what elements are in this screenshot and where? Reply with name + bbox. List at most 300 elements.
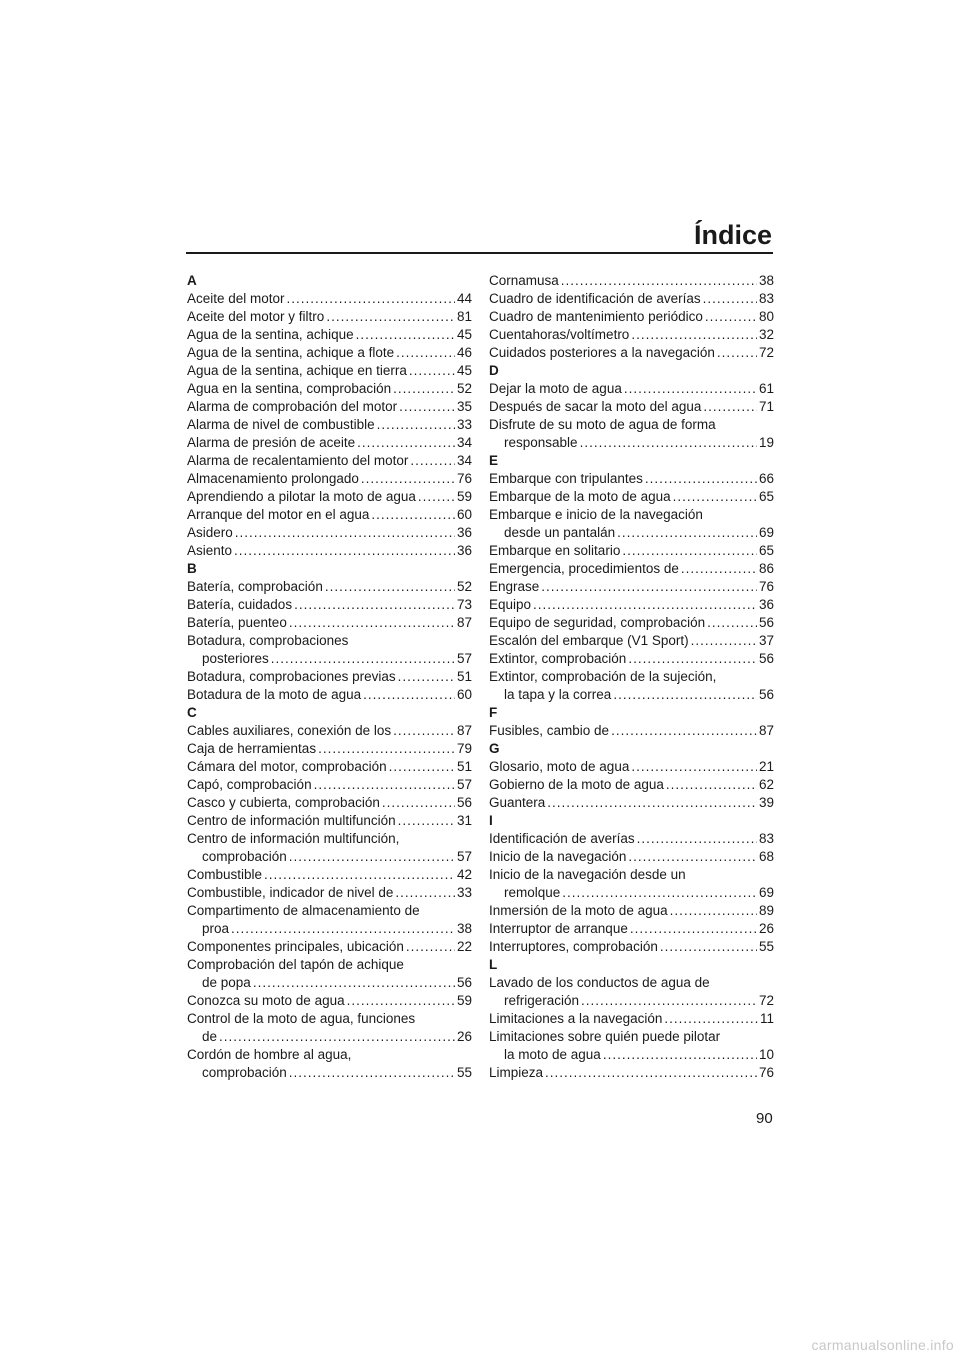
dot-leader (234, 542, 455, 560)
dot-leader (630, 920, 757, 938)
entry-page-number: 65 (758, 489, 774, 504)
index-entry (489, 668, 774, 704)
index-letter-heading: F (489, 705, 498, 720)
entry-page-number: 55 (456, 1065, 472, 1080)
dot-leader (371, 506, 455, 524)
dot-leader (294, 596, 455, 614)
entry-text: Cuentahoras/voltímetro (489, 327, 630, 342)
entry-page-number: 19 (758, 435, 774, 450)
entry-text: Fusibles, cambio de (489, 723, 610, 738)
entry-text: Almacenamiento prolongado (187, 471, 359, 486)
index-entry (489, 830, 774, 848)
entry-page-number: 79 (456, 741, 472, 756)
dot-leader (703, 398, 757, 416)
dot-leader (617, 524, 757, 542)
dot-leader (393, 380, 455, 398)
entry-text: Botadura, comprobaciones (187, 633, 349, 648)
index-letter-heading: B (187, 561, 197, 576)
dot-leader (631, 326, 757, 344)
dot-leader (611, 722, 757, 740)
index-entry (489, 488, 774, 506)
dot-leader (533, 596, 757, 614)
dot-leader (705, 308, 757, 326)
entry-page-number: 65 (758, 543, 774, 558)
entry-text: Embarque e inicio de la navegación (489, 507, 703, 522)
dot-leader (637, 830, 757, 848)
entry-page-number: 66 (758, 471, 774, 486)
index-letter-heading: D (489, 363, 499, 378)
entry-page-number: 72 (758, 993, 774, 1008)
dot-leader (287, 290, 455, 308)
entry-text: Lavado de los conductos de agua de (489, 975, 710, 990)
entry-text: Cornamusa (489, 273, 559, 288)
index-entry (187, 290, 472, 308)
entry-page-number: 36 (456, 525, 472, 540)
dot-leader (410, 452, 455, 470)
entry-page-number: 35 (456, 399, 472, 414)
dot-leader (581, 992, 757, 1010)
entry-text: Aceite del motor y filtro (187, 309, 325, 324)
index-entry (187, 1010, 472, 1046)
index-entry (489, 1010, 774, 1028)
index-column-right (489, 272, 774, 1082)
dot-leader (670, 902, 757, 920)
entry-page-number: 39 (758, 795, 774, 810)
entry-text: de popa (202, 975, 251, 990)
index-entry (187, 344, 472, 362)
dot-leader (231, 920, 455, 938)
entry-page-number: 83 (758, 291, 774, 306)
dot-leader (289, 614, 455, 632)
watermark: carmanualsonline.info (811, 1337, 954, 1353)
dot-leader (418, 488, 455, 506)
index-entry (187, 1046, 472, 1082)
entry-page-number: 22 (456, 939, 472, 954)
dot-leader (547, 794, 757, 812)
entry-page-number: 57 (456, 651, 472, 666)
entry-text: Cables auxiliares, conexión de los (187, 723, 392, 738)
dot-leader (628, 650, 757, 668)
entry-text: Arranque del motor en el agua (187, 507, 370, 522)
dot-leader (318, 740, 455, 758)
entry-page-number: 52 (456, 381, 472, 396)
index-entry (489, 380, 774, 398)
index-entry (187, 488, 472, 506)
entry-text: posteriores (202, 651, 269, 666)
entry-text: Cordón de hombre al agua, (187, 1047, 352, 1062)
entry-text: Escalón del embarque (V1 Sport) (489, 633, 689, 648)
entry-text: Limitaciones a la navegación (489, 1011, 663, 1026)
entry-text: Disfrute de su moto de agua de forma (489, 417, 716, 432)
dot-leader (357, 434, 455, 452)
entry-text: Guantera (489, 795, 546, 810)
entry-page-number: 11 (759, 1011, 774, 1026)
entry-page-number: 26 (758, 921, 774, 936)
entry-page-number: 62 (758, 777, 774, 792)
index-entry (489, 470, 774, 488)
index-entry (187, 902, 472, 938)
entry-text: Asiento (187, 543, 233, 558)
entry-text: Capó, comprobación (187, 777, 312, 792)
index-entry (187, 776, 472, 794)
dot-leader (253, 974, 455, 992)
dot-leader (631, 758, 757, 776)
entry-text: Gobierno de la moto de agua (489, 777, 664, 792)
index-letter-heading: G (489, 741, 500, 756)
index-entry (489, 398, 774, 416)
dot-leader (603, 1046, 757, 1064)
index-entry (187, 938, 472, 956)
index-entry (489, 344, 774, 362)
entry-page-number: 56 (456, 975, 472, 990)
entry-text: Alarma de comprobación del motor (187, 399, 398, 414)
entry-page-number: 34 (456, 453, 472, 468)
entry-page-number: 86 (758, 561, 774, 576)
index-entry (489, 758, 774, 776)
entry-page-number: 44 (456, 291, 472, 306)
entry-page-number: 56 (758, 615, 774, 630)
entry-text: Botadura, comprobaciones previas (187, 669, 396, 684)
index-letter-heading: E (489, 453, 499, 468)
entry-page-number: 26 (456, 1029, 472, 1044)
dot-leader (673, 488, 757, 506)
dot-leader (545, 1064, 757, 1082)
entry-text: Combustible (187, 867, 263, 882)
dot-leader (325, 578, 455, 596)
index-entry (489, 722, 774, 740)
entry-page-number: 76 (456, 471, 472, 486)
index-entry (187, 524, 472, 542)
entry-text: comprobación (202, 849, 287, 864)
dot-leader (691, 632, 757, 650)
entry-text: Botadura de la moto de agua (187, 687, 362, 702)
entry-page-number: 56 (456, 795, 472, 810)
dot-leader (681, 560, 757, 578)
entry-text: Embarque de la moto de agua (489, 489, 671, 504)
entry-page-number: 87 (456, 615, 472, 630)
entry-text: Comprobación del tapón de achique (187, 957, 404, 972)
entry-page-number: 60 (456, 507, 472, 522)
index-entry (187, 956, 472, 992)
index-entry (489, 794, 774, 812)
index-entry (187, 740, 472, 758)
dot-leader (666, 776, 757, 794)
entry-page-number: 45 (456, 363, 472, 378)
dot-leader (409, 362, 455, 380)
dot-leader (580, 434, 757, 452)
entry-text: Aprendiendo a pilotar la moto de agua (187, 489, 416, 504)
dot-leader (613, 686, 757, 704)
index-entry (187, 668, 472, 686)
dot-leader (389, 758, 455, 776)
entry-text: Alarma de presión de aceite (187, 435, 356, 450)
dot-leader (356, 326, 455, 344)
dot-leader (399, 398, 455, 416)
entry-text: Combustible, indicador de nivel de (187, 885, 394, 900)
index-entry (187, 830, 472, 866)
entry-text: Embarque en solitario (489, 543, 621, 558)
index-entry (489, 272, 774, 290)
entry-text: Asidero (187, 525, 233, 540)
entry-text: Interruptor de arranque (489, 921, 628, 936)
entry-page-number: 87 (758, 723, 774, 738)
index-entry (187, 308, 472, 326)
entry-text: Agua de la sentina, achique a flote (187, 345, 395, 360)
entry-page-number: 71 (758, 399, 774, 414)
index-entry (489, 506, 774, 542)
index-entry (187, 686, 472, 704)
index-entry (489, 650, 774, 668)
dot-leader (395, 884, 455, 902)
entry-text: Compartimento de almacenamiento de (187, 903, 420, 918)
dot-leader (717, 344, 757, 362)
entry-text: Aceite del motor (187, 291, 285, 306)
entry-page-number: 37 (758, 633, 774, 648)
entry-text: Limpieza (489, 1065, 544, 1080)
index-letter-heading: I (489, 813, 493, 828)
index-entry (489, 578, 774, 596)
dot-leader (361, 470, 455, 488)
entry-page-number: 33 (456, 417, 472, 432)
entry-page-number: 10 (758, 1047, 774, 1062)
entry-text: Batería, puenteo (187, 615, 287, 630)
entry-text: Centro de información multifunción, (187, 831, 400, 846)
entry-text: Inmersión de la moto de agua (489, 903, 668, 918)
entry-page-number: 61 (758, 381, 774, 396)
index-entry (187, 434, 472, 452)
entry-text: comprobación (202, 1065, 287, 1080)
entry-text: Después de sacar la moto del agua (489, 399, 702, 414)
entry-page-number: 76 (758, 1065, 774, 1080)
index-entry (489, 866, 774, 902)
dot-leader (264, 866, 455, 884)
index-entry (187, 614, 472, 632)
dot-leader (289, 1064, 455, 1082)
entry-text: remolque (504, 885, 561, 900)
dot-leader (219, 1028, 455, 1046)
index-entry (187, 722, 472, 740)
index-entry (187, 794, 472, 812)
entry-text: Extintor, comprobación (489, 651, 627, 666)
index-entry (489, 920, 774, 938)
entry-text: Dejar la moto de agua (489, 381, 622, 396)
entry-text: Caja de herramientas (187, 741, 317, 756)
entry-text: Alarma de recalentamiento del motor (187, 453, 409, 468)
index-entry (489, 848, 774, 866)
entry-text: Interruptores, comprobación (489, 939, 658, 954)
entry-text: Casco y cubierta, comprobación (187, 795, 380, 810)
dot-leader (622, 542, 757, 560)
dot-leader (707, 614, 757, 632)
index-entry (489, 560, 774, 578)
entry-text: refrigeración (504, 993, 580, 1008)
entry-text: Agua en la sentina, comprobación (187, 381, 392, 396)
entry-text: Componentes principales, ubicación (187, 939, 404, 954)
entry-page-number: 72 (758, 345, 774, 360)
index-entry (489, 632, 774, 650)
entry-text: Glosario, moto de agua (489, 759, 630, 774)
entry-text: Limitaciones sobre quién puede pilotar (489, 1029, 721, 1044)
entry-page-number: 38 (758, 273, 774, 288)
index-entry (187, 992, 472, 1010)
index-entry (187, 416, 472, 434)
entry-page-number: 87 (456, 723, 472, 738)
entry-text: Control de la moto de agua, funciones (187, 1011, 416, 1026)
index-entry (187, 452, 472, 470)
dot-leader (624, 380, 757, 398)
header-rule (186, 252, 773, 254)
entry-page-number: 69 (758, 885, 774, 900)
entry-page-number: 83 (758, 831, 774, 846)
entry-page-number: 34 (456, 435, 472, 450)
dot-leader (664, 1010, 758, 1028)
index-entry (489, 614, 774, 632)
entry-page-number: 60 (456, 687, 472, 702)
dot-leader (377, 416, 455, 434)
entry-text: Inicio de la navegación desde un (489, 867, 686, 882)
entry-text: de (202, 1029, 218, 1044)
entry-page-number: 59 (456, 489, 472, 504)
dot-leader (396, 344, 455, 362)
entry-page-number: 36 (758, 597, 774, 612)
entry-text: Cámara del motor, comprobación (187, 759, 387, 774)
entry-text: Batería, cuidados (187, 597, 293, 612)
entry-page-number: 76 (758, 579, 774, 594)
index-entry (187, 758, 472, 776)
index-entry (187, 380, 472, 398)
index-entry (187, 596, 472, 614)
index-entry (489, 416, 774, 452)
index-entry (489, 776, 774, 794)
index-entry (187, 812, 472, 830)
dot-leader (398, 668, 455, 686)
index-entry (187, 326, 472, 344)
entry-page-number: 46 (456, 345, 472, 360)
entry-text: Alarma de nivel de combustible (187, 417, 375, 432)
dot-leader (660, 938, 757, 956)
entry-page-number: 73 (456, 597, 472, 612)
entry-text: Agua de la sentina, achique (187, 327, 354, 342)
entry-page-number: 52 (456, 579, 472, 594)
entry-page-number: 31 (456, 813, 472, 828)
entry-page-number: 51 (456, 669, 472, 684)
entry-page-number: 32 (758, 327, 774, 342)
entry-text: Centro de información multifunción (187, 813, 396, 828)
index-letter-heading: L (489, 957, 498, 972)
entry-page-number: 68 (758, 849, 774, 864)
dot-leader (406, 938, 455, 956)
entry-page-number: 38 (456, 921, 472, 936)
entry-text: Emergencia, procedimientos de (489, 561, 679, 576)
index-entry (489, 290, 774, 308)
entry-page-number: 69 (758, 525, 774, 540)
index-letter-heading: A (187, 273, 197, 288)
index-entry (187, 362, 472, 380)
index-letter-heading: C (187, 705, 197, 720)
entry-text: Embarque con tripulantes (489, 471, 643, 486)
entry-text: Extintor, comprobación de la sujeción, (489, 669, 717, 684)
entry-page-number: 57 (456, 849, 472, 864)
entry-page-number: 59 (456, 993, 472, 1008)
index-entry (489, 308, 774, 326)
dot-leader (541, 578, 757, 596)
dot-leader (645, 470, 757, 488)
entry-page-number: 56 (758, 651, 774, 666)
entry-text: Equipo de seguridad, comprobación (489, 615, 706, 630)
index-entry (489, 326, 774, 344)
index-entry (489, 938, 774, 956)
entry-text: Cuadro de identificación de averías (489, 291, 701, 306)
entry-text: desde un pantalán (504, 525, 616, 540)
entry-text: Conozca su moto de agua (187, 993, 345, 1008)
index-entry (489, 902, 774, 920)
dot-leader (235, 524, 455, 542)
entry-page-number: 55 (758, 939, 774, 954)
index-entry (187, 542, 472, 560)
entry-page-number: 80 (758, 309, 774, 324)
index-entry (187, 506, 472, 524)
entry-text: proa (202, 921, 230, 936)
entry-text: Identificación de averías (489, 831, 635, 846)
entry-page-number: 33 (456, 885, 472, 900)
dot-leader (363, 686, 455, 704)
dot-leader (562, 884, 757, 902)
index-entry (187, 578, 472, 596)
entry-text: Inicio de la navegación (489, 849, 627, 864)
page-title: Índice (693, 220, 772, 250)
index-entry (489, 1064, 774, 1082)
dot-leader (382, 794, 455, 812)
entry-text: Agua de la sentina, achique en tierra (187, 363, 407, 378)
index-entry (187, 470, 472, 488)
entry-page-number: 56 (758, 687, 774, 702)
entry-page-number: 45 (456, 327, 472, 342)
entry-page-number: 21 (758, 759, 774, 774)
index-entry (489, 542, 774, 560)
dot-leader (561, 272, 757, 290)
dot-leader (703, 290, 757, 308)
dot-leader (347, 992, 455, 1010)
dot-leader (289, 848, 455, 866)
dot-leader (398, 812, 455, 830)
entry-page-number: 36 (456, 543, 472, 558)
entry-page-number: 81 (456, 309, 472, 324)
index-entry (489, 974, 774, 1010)
entry-text: Equipo (489, 597, 532, 612)
dot-leader (628, 848, 757, 866)
entry-page-number: 57 (456, 777, 472, 792)
index-column-left (187, 272, 472, 1082)
entry-text: responsable (504, 435, 578, 450)
index-entry (187, 632, 472, 668)
entry-page-number: 42 (456, 867, 472, 882)
dot-leader (271, 650, 455, 668)
entry-page-number: 51 (456, 759, 472, 774)
index-entry (187, 398, 472, 416)
dot-leader (314, 776, 455, 794)
page-number: 90 (756, 1110, 773, 1127)
entry-page-number: 89 (758, 903, 774, 918)
entry-text: Cuidados posteriores a la navegación (489, 345, 715, 360)
entry-text: la moto de agua (504, 1047, 601, 1062)
entry-text: Batería, comprobación (187, 579, 323, 594)
dot-leader (326, 308, 455, 326)
index-entry (489, 596, 774, 614)
index-entry (187, 884, 472, 902)
index-entry (187, 866, 472, 884)
index-entry (489, 1028, 774, 1064)
entry-text: Engrase (489, 579, 540, 594)
